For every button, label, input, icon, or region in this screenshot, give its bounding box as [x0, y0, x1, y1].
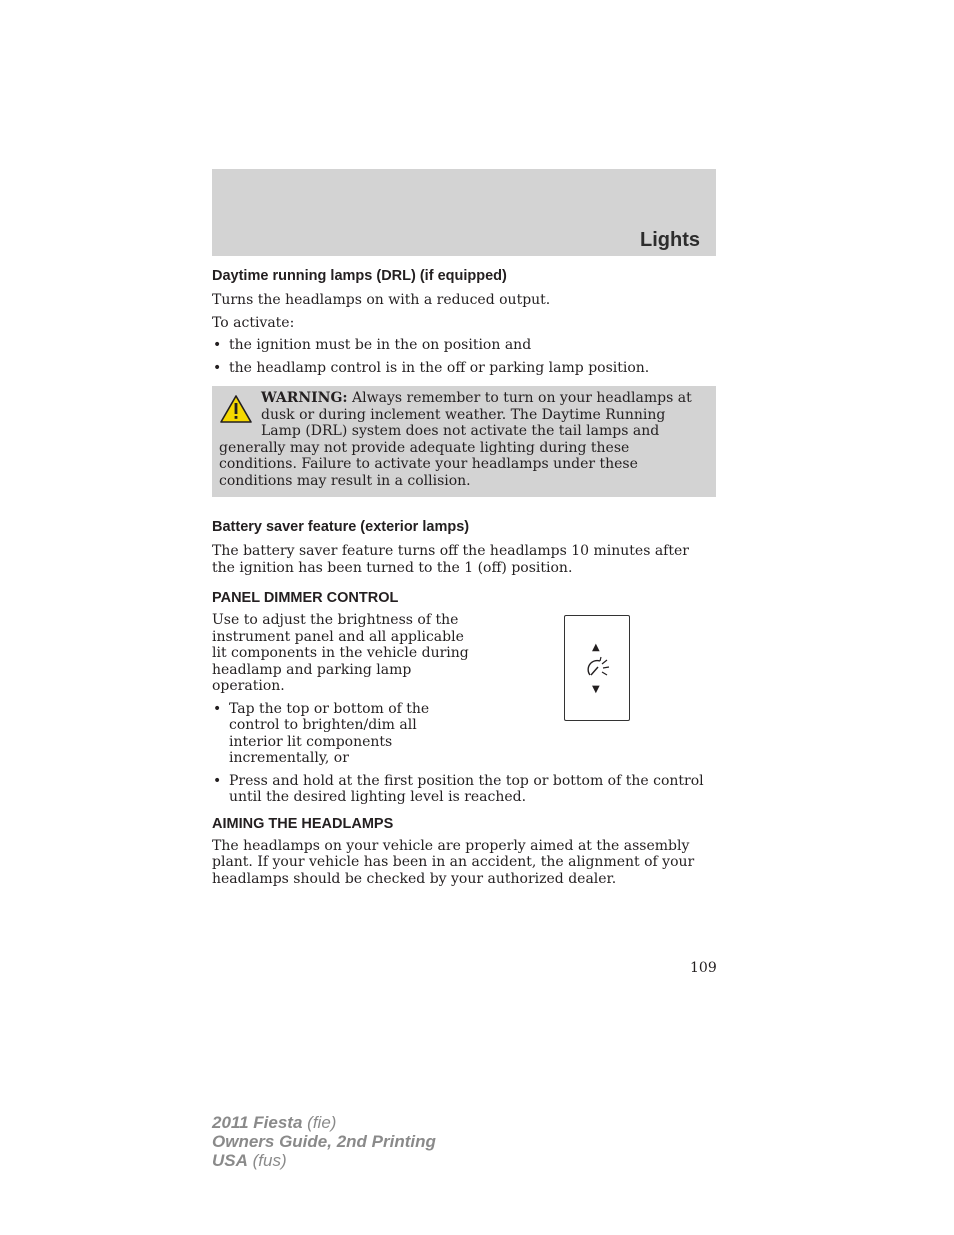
dimmer-bullet-list	[212, 701, 474, 767]
aiming-paragraph: The headlamps on your vehicle are properly aimed at the assembly plant. If your vehicle has been in an accident, the alignment of your headlamps should be checked by your authorized dealer.	[212, 837, 695, 887]
list-item: • the ignition must be in the on position and	[213, 337, 532, 353]
drl-bullet-list	[212, 337, 716, 376]
drl-paragraph-1: Turns the headlamps on with a reduced output.	[212, 292, 551, 308]
battery-heading: Battery saver feature (exterior lamps)	[212, 519, 470, 535]
list-item: • the headlamp control is in the off or parking lamp position.	[213, 359, 650, 376]
panel-dimmer-switch-illustration	[564, 615, 630, 721]
panel-dimmer-icon	[585, 656, 611, 680]
footer-line-2: Owners Guide, 2nd Printing	[212, 1132, 436, 1151]
dimmer-section	[212, 612, 716, 767]
warning-label: WARNING:	[261, 390, 348, 406]
aiming-heading: AIMING THE HEADLAMPS	[212, 815, 394, 832]
footer-edition-info	[212, 1113, 436, 1170]
battery-paragraph: The battery saver feature turns off the headlamps 10 minutes after the ignition has been turned to the 1 (off) position.	[212, 543, 689, 576]
page-content	[212, 266, 716, 893]
arrow-up-icon: ▲	[592, 642, 600, 653]
dimmer-text-column	[212, 612, 474, 767]
dimmer-paragraph: Use to adjust the brightness of the instrument panel and all applicable lit components in the vehicle during headlamp and parking lamp operation.	[212, 612, 469, 694]
warning-box	[212, 386, 716, 497]
list-item: • Press and hold at the first position the top or bottom of the control until the desired lighting level is reached.	[213, 772, 704, 805]
drl-paragraph-2: To activate:	[212, 314, 295, 331]
page-number: 109	[690, 960, 717, 976]
warning-triangle-icon	[219, 394, 253, 424]
section-header-band	[212, 169, 716, 256]
footer-line-1: 2011 Fiesta (fie)	[212, 1113, 337, 1132]
footer-line-3: USA (fus)	[212, 1151, 287, 1170]
arrow-down-icon: ▼	[592, 684, 600, 695]
list-item: • Tap the top or bottom of the control to brighten/dim all interior lit components incrementally, or	[213, 700, 430, 766]
dimmer-bullet-list-2	[212, 773, 716, 806]
warning-text: Always remember to turn on your headlamps at dusk or during inclement weather. The Daytime Running Lamp (DRL) system does not activate the tail lamps and generally may not provide adequate lighting during these conditions. Failure to activate your headlamps under these conditions may result in a collision.	[219, 390, 692, 489]
drl-heading: Daytime running lamps (DRL) (if equipped)	[212, 268, 507, 284]
dimmer-heading: PANEL DIMMER CONTROL	[212, 590, 399, 606]
section-title: Lights	[640, 229, 700, 251]
